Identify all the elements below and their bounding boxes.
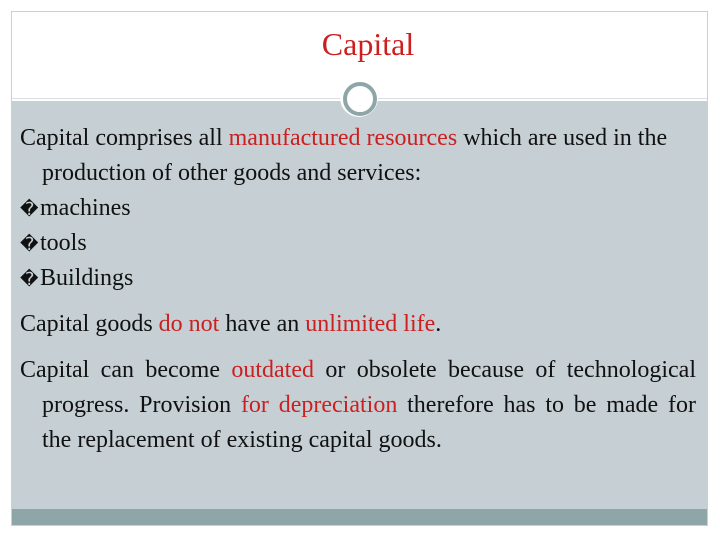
bullet-label: tools [40,230,87,256]
highlight-manufactured-resources: manufactured resources [228,125,458,151]
text-segment: therefore has to be made for the replacement of existing capital goods. [42,392,696,453]
text-segment: which are used in the production of other goods and services: [42,125,668,186]
paragraph-capital-life [20,307,696,342]
ornament-ring-icon [343,82,377,116]
bullet-label: Buildings [40,265,134,291]
text-segment: have an [219,311,306,337]
spacer [20,342,696,353]
highlight-unlimited-life: unlimited life [305,311,436,337]
bullet-item [20,191,696,226]
text-segment: . [435,311,442,337]
paragraph-capital-definition [20,121,696,191]
paragraph-depreciation [20,353,696,458]
text-segment: Capital goods [20,311,159,337]
bullet-icon: � [20,199,39,220]
bullet-icon: � [20,269,39,290]
bullet-icon: � [20,234,39,255]
highlight-do-not: do not [158,311,220,337]
highlight-for-depreciation: for depreciation [240,392,398,418]
bullet-item [20,261,696,296]
footer-bar [12,509,707,525]
slide-body [20,121,696,458]
text-segment: Capital comprises all [20,125,229,151]
slide-title: Capital [321,26,415,62]
text-segment: or obsolete because of technological progress. Provision [42,357,696,418]
text-segment: Capital can become [20,357,232,383]
bullet-label: machines [40,195,131,221]
highlight-outdated: outdated [231,357,314,383]
spacer [20,296,696,307]
bullet-item [20,226,696,261]
